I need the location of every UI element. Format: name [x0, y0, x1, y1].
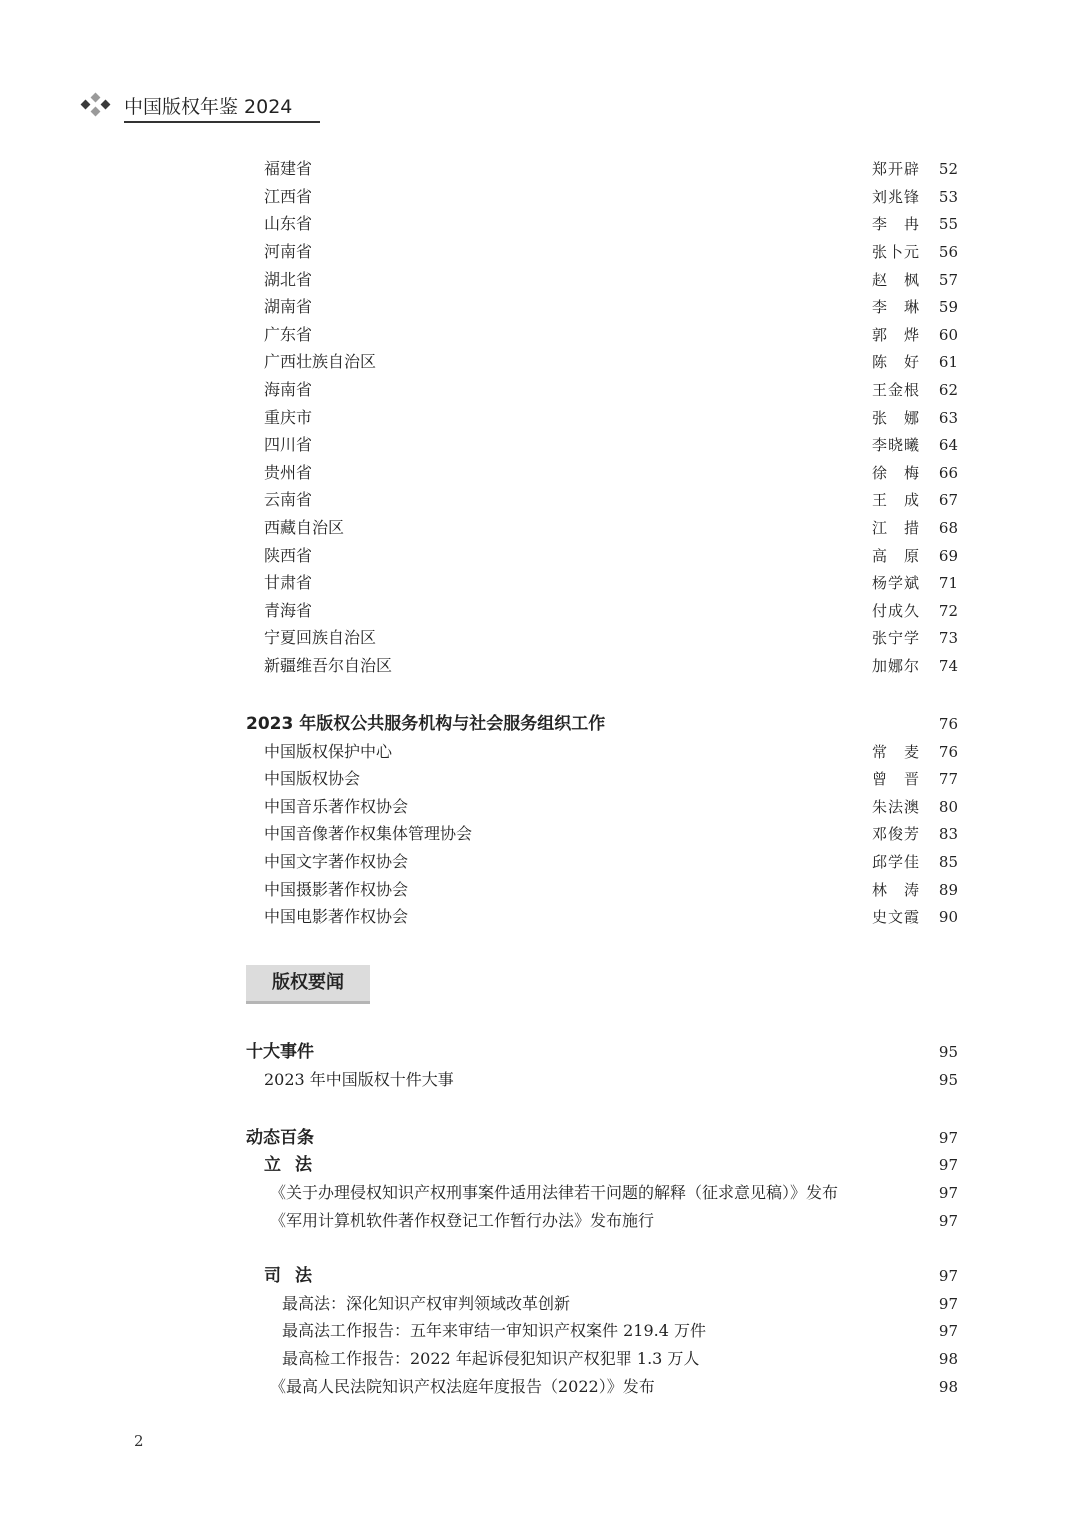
toc-entry[interactable] [264, 488, 958, 512]
entry-title: 最高检工作报告：2022 年起诉侵犯知识产权犯罪 1.3 万人 [282, 1349, 700, 1368]
entry-page: 95 [938, 1071, 958, 1089]
entry-author: 赵 枫 [871, 271, 920, 289]
toc-entry[interactable] [270, 1209, 958, 1233]
entry-title: 《军用计算机软件著作权登记工作暂行办法》发布施行 [270, 1211, 655, 1230]
entry-author: 曾 晋 [871, 770, 920, 788]
subsection-page: 97 [938, 1156, 958, 1174]
entry-author: 李 琳 [871, 298, 920, 316]
entry-author: 郭 烨 [871, 326, 920, 344]
entry-page: 83 [938, 825, 958, 843]
entry-author: 杨学斌 [871, 574, 920, 592]
entry-title: 新疆维吾尔自治区 [264, 656, 393, 675]
entry-page: 90 [938, 908, 958, 926]
entry-author: 邱学佳 [871, 853, 920, 871]
toc-entry[interactable] [264, 157, 958, 181]
entry-page: 69 [938, 547, 958, 565]
entry-title: 河南省 [264, 242, 313, 261]
toc-entry[interactable] [264, 268, 958, 292]
section-title: 动态百条 [246, 1128, 314, 1148]
entry-title: 广东省 [264, 325, 313, 344]
section-title: 2023 年版权公共服务机构与社会服务组织工作 [246, 714, 606, 734]
entry-author: 王金根 [871, 381, 920, 399]
toc-entry[interactable] [264, 878, 958, 902]
entry-title: 湖北省 [264, 270, 313, 289]
entry-title: 中国版权保护中心 [264, 742, 393, 761]
entry-author: 张宁学 [871, 629, 920, 647]
toc-entry[interactable] [264, 433, 958, 457]
section-page: 97 [938, 1129, 958, 1147]
entry-page: 59 [938, 298, 958, 316]
entry-author: 林 涛 [871, 881, 920, 899]
entry-title: 福建省 [264, 159, 313, 178]
toc-entry[interactable] [264, 850, 958, 874]
entry-author: 陈 好 [871, 353, 920, 371]
entry-page: 73 [938, 629, 958, 647]
entry-author: 常 麦 [871, 743, 920, 761]
toc-section-public-service[interactable] [246, 712, 958, 736]
entry-author: 朱法澳 [871, 798, 920, 816]
toc-entry[interactable] [264, 295, 958, 319]
entry-page: 68 [938, 519, 958, 537]
diamond-cluster-icon [80, 92, 114, 118]
entry-title: 2023 年中国版权十件大事 [264, 1070, 454, 1089]
toc-entry[interactable] [282, 1347, 958, 1371]
entry-page: 97 [938, 1295, 958, 1313]
entry-author: 刘兆锋 [871, 188, 920, 206]
entry-page: 64 [938, 436, 958, 454]
entry-page: 66 [938, 464, 958, 482]
entry-title: 湖南省 [264, 297, 313, 316]
entry-title: 云南省 [264, 490, 313, 509]
toc-subsection-judiciary[interactable] [264, 1264, 958, 1288]
entry-title: 海南省 [264, 380, 313, 399]
header-rule [124, 121, 320, 123]
entry-title: 中国文字著作权协会 [264, 852, 409, 871]
page-number: 2 [134, 1432, 144, 1450]
toc-entry[interactable] [270, 1375, 958, 1399]
entry-title: 四川省 [264, 435, 313, 454]
entry-page: 61 [938, 353, 958, 371]
entry-title: 青海省 [264, 601, 313, 620]
entry-author: 加娜尔 [871, 657, 920, 675]
toc-entry[interactable] [264, 767, 958, 791]
entry-page: 97 [938, 1212, 958, 1230]
entry-page: 98 [938, 1350, 958, 1368]
entry-page: 85 [938, 853, 958, 871]
entry-title: 宁夏回族自治区 [264, 628, 377, 647]
book-title: 中国版权年鉴 2024 [124, 96, 293, 118]
entry-author: 高 原 [871, 547, 920, 565]
entry-title: 《最高人民法院知识产权法庭年度报告（2022）》发布 [270, 1377, 655, 1396]
entry-title: 《关于办理侵权知识产权刑事案件适用法律若干问题的解释（征求意见稿）》发布 [270, 1183, 839, 1202]
toc-entry[interactable] [264, 544, 958, 568]
entry-page: 60 [938, 326, 958, 344]
entry-author: 付成久 [871, 602, 920, 620]
entry-title: 最高法工作报告：五年来审结一审知识产权案件 219.4 万件 [282, 1321, 706, 1340]
entry-title: 西藏自治区 [264, 518, 345, 537]
toc-entry[interactable] [264, 599, 958, 623]
entry-author: 李晓曦 [871, 436, 920, 454]
entry-author: 李 冉 [871, 215, 920, 233]
entry-title: 江西省 [264, 187, 313, 206]
entry-page: 74 [938, 657, 958, 675]
toc-entry[interactable] [264, 378, 958, 402]
running-header [80, 88, 320, 124]
toc-entry[interactable] [264, 654, 958, 678]
entry-page: 71 [938, 574, 958, 592]
toc-entry[interactable] [264, 822, 958, 846]
toc-entry[interactable] [264, 212, 958, 236]
entry-author: 邓俊芳 [871, 825, 920, 843]
entry-page: 67 [938, 491, 958, 509]
toc-subsection-legislation[interactable] [264, 1153, 958, 1177]
entry-title: 中国电影著作权协会 [264, 907, 409, 926]
entry-page: 53 [938, 188, 958, 206]
entry-page: 52 [938, 160, 958, 178]
entry-page: 56 [938, 243, 958, 261]
entry-title: 广西壮族自治区 [264, 352, 377, 371]
entry-title: 最高法：深化知识产权审判领域改革创新 [282, 1294, 571, 1313]
toc-entry[interactable] [264, 626, 958, 650]
toc-entry[interactable] [270, 1181, 958, 1205]
entry-title: 中国音乐著作权协会 [264, 797, 409, 816]
subsection-page: 97 [938, 1267, 958, 1285]
banner-label: 版权要闻 [272, 972, 344, 993]
toc-entry[interactable] [264, 905, 958, 929]
toc-entry[interactable] [264, 240, 958, 264]
entry-page: 57 [938, 271, 958, 289]
entry-page: 80 [938, 798, 958, 816]
entry-title: 中国版权协会 [264, 769, 361, 788]
entry-page: 89 [938, 881, 958, 899]
entry-page: 77 [938, 770, 958, 788]
entry-page: 97 [938, 1322, 958, 1340]
entry-page: 62 [938, 381, 958, 399]
toc-entry[interactable] [264, 461, 958, 485]
entry-title: 重庆市 [264, 408, 313, 427]
toc-entry[interactable] [282, 1292, 958, 1316]
entry-title: 贵州省 [264, 463, 313, 482]
toc-entry[interactable] [282, 1319, 958, 1343]
toc-entry[interactable] [264, 406, 958, 430]
entry-author: 张 娜 [871, 409, 920, 427]
toc-entry[interactable] [264, 571, 958, 595]
part-banner[interactable] [246, 965, 370, 1004]
section-page: 95 [938, 1043, 958, 1061]
toc-entry[interactable] [264, 795, 958, 819]
entry-title: 陕西省 [264, 546, 313, 565]
toc-section-news[interactable] [246, 1126, 958, 1150]
entry-title: 山东省 [264, 214, 313, 233]
entry-page: 76 [938, 743, 958, 761]
toc-entry[interactable] [264, 516, 958, 540]
entry-author: 徐 梅 [871, 464, 920, 482]
entry-page: 72 [938, 602, 958, 620]
entry-author: 江 措 [871, 519, 920, 537]
entry-author: 史文霞 [871, 908, 920, 926]
entry-page: 97 [938, 1184, 958, 1202]
entry-author: 王 成 [871, 491, 920, 509]
toc-section-top-events[interactable] [246, 1040, 958, 1064]
toc-entry[interactable] [264, 185, 958, 209]
toc-entry[interactable] [264, 740, 958, 764]
entry-author: 郑开辟 [871, 160, 920, 178]
subsection-title: 司法 [264, 1266, 326, 1286]
entry-page: 98 [938, 1378, 958, 1396]
toc-entry[interactable] [264, 1068, 958, 1092]
entry-title: 中国摄影著作权协会 [264, 880, 409, 899]
toc-entry[interactable] [264, 350, 958, 374]
toc-entry[interactable] [264, 323, 958, 347]
entry-author: 张卜元 [871, 243, 920, 261]
entry-page: 63 [938, 409, 958, 427]
section-page: 76 [938, 715, 958, 733]
entry-title: 中国音像著作权集体管理协会 [264, 824, 473, 843]
entry-page: 55 [938, 215, 958, 233]
subsection-title: 立法 [264, 1155, 326, 1175]
section-title: 十大事件 [246, 1042, 314, 1062]
entry-title: 甘肃省 [264, 573, 313, 592]
